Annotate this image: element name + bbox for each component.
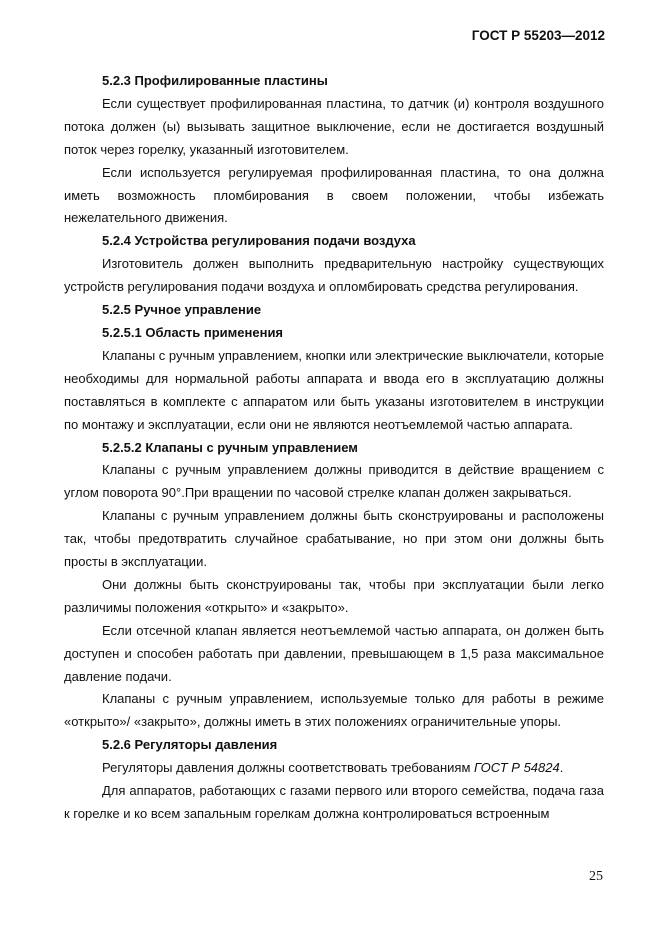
paragraph: Если используется регулируемая профилированная пластина, то она должна иметь возможность пломбирования в своем положении, чтобы избежать нежелательного движения. bbox=[64, 164, 604, 226]
paragraph: Клапаны с ручным управлением должны приводится в действие вращением с углом поворота 90°.При вращении по часовой стрелке клапан должен закрываться. bbox=[64, 462, 604, 501]
paragraph-end: . bbox=[559, 760, 564, 776]
paragraph: Они должны быть сконструированы так, чтобы при эксплуатации были легко различимы положения «открыто» и «закрыто». bbox=[64, 576, 604, 615]
paragraph: Клапаны с ручным управлением, кнопки или электрические выключатели, которые необходимы для нормальной работы аппарата и ввода его в эксплуатацию должны поставляться в комплекте с аппаратом или быть указаны изготовителем в инструкции по монтажу и эксплуатации, если они не являются неотъемлемой частью аппарата. bbox=[64, 347, 604, 432]
document-id-header: ГОСТ Р 55203—2012 bbox=[471, 28, 605, 43]
paragraph: Клапаны с ручным управлением должны быть сконструированы и расположены так, чтобы предотвратить случайное срабатывание, но при этом они должны быть просты в эксплуатации. bbox=[64, 508, 604, 570]
paragraph: Для аппаратов, работающих с газами первого или второго семейства, подача газа к горелке и ко всем запальным горелкам должна контролироваться встроенным bbox=[64, 783, 604, 821]
standard-reference: ГОСТ Р 54824 bbox=[474, 760, 560, 776]
paragraph: Изготовитель должен выполнить предварительную настройку существующих устройств регулирования подачи воздуха и опломбировать средства регулирования. bbox=[64, 256, 604, 295]
heading-5-2-5: 5.2.5 Ручное управление bbox=[102, 302, 262, 318]
page-body bbox=[64, 70, 604, 826]
paragraph-text: Регуляторы давления должны соответствовать требованиям bbox=[102, 760, 471, 776]
page-number: 25 bbox=[589, 869, 603, 884]
heading-5-2-3: 5.2.3 Профилированные пластины bbox=[102, 73, 328, 88]
paragraph-with-reference bbox=[64, 757, 604, 780]
heading-5-2-5-2: 5.2.5.2 Клапаны с ручным управлением bbox=[102, 439, 358, 455]
heading-5-2-6: 5.2.6 Регуляторы давления bbox=[102, 737, 278, 753]
heading-5-2-5-1: 5.2.5.1 Область применения bbox=[102, 324, 284, 340]
paragraph: Если существует профилированная пластина, то датчик (и) контроля воздушного потока должен (ы) вызывать защитное выключение, если не достигается воздушный поток через горелку, указанный изготовителем. bbox=[64, 95, 604, 157]
heading-5-2-4: 5.2.4 Устройства регулирования подачи воздуха bbox=[102, 233, 416, 249]
paragraph: Клапаны с ручным управлением, используемые только для работы в режиме «открыто»/ «закрыто», должны иметь в этих положениях ограничительные упоры. bbox=[64, 691, 604, 730]
paragraph: Если отсечной клапан является неотъемлемой частью аппарата, он должен быть доступен и способен работать при давлении, превышающем в 1,5 раза максимальное давление подачи. bbox=[64, 622, 604, 684]
